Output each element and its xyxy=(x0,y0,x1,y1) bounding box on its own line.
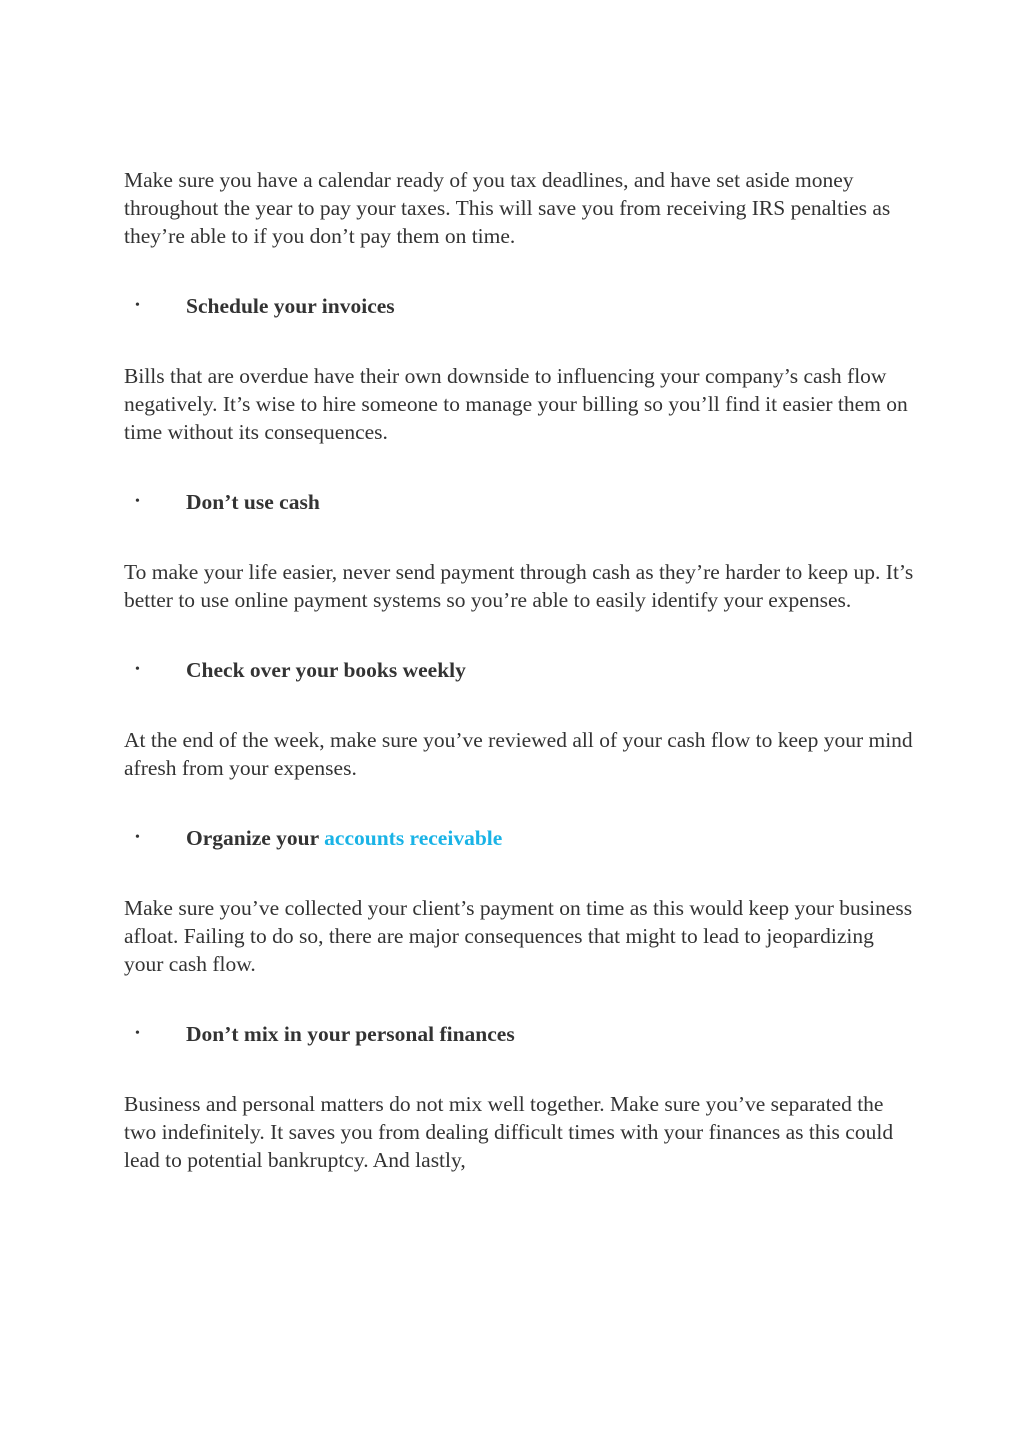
paragraph-personal-finances: Business and personal matters do not mix well together. Make sure you’ve separated the two indefinitely. It saves you from dealing difficult times with your finances as this could lead to potential bankruptcy. And lastly, xyxy=(124,1092,894,1172)
bullet-icon: • xyxy=(135,298,140,313)
document-page xyxy=(124,166,914,1174)
heading-check-books xyxy=(124,656,914,684)
heading-schedule-invoices xyxy=(124,292,914,320)
heading-text: Check over your books weekly xyxy=(186,658,466,682)
heading-dont-use-cash xyxy=(124,488,914,516)
heading-text: Don’t use cash xyxy=(186,490,320,514)
paragraph-schedule-invoices: Bills that are overdue have their own downside to influencing your company’s cash flow negatively. It’s wise to hire someone to manage your billing so you’ll find it easier them on time without its consequences. xyxy=(124,364,908,444)
paragraph-dont-use-cash: To make your life easier, never send payment through cash as they’re harder to keep up. It’s better to use online payment systems so you’re able to easily identify your expenses. xyxy=(124,560,914,612)
bullet-icon: • xyxy=(135,830,140,845)
heading-text: Don’t mix in your personal finances xyxy=(186,1022,515,1046)
heading-text-prefix: Organize your xyxy=(186,826,325,850)
bullet-icon: • xyxy=(135,494,140,509)
intro-paragraph: Make sure you have a calendar ready of you tax deadlines, and have set aside money throughout the year to pay your taxes. This will save you from receiving IRS penalties as they’re able to if you don’t pay them on time. xyxy=(124,168,891,248)
bullet-icon: • xyxy=(135,662,140,677)
heading-text: Schedule your invoices xyxy=(186,294,395,318)
paragraph-organize-accounts: Make sure you’ve collected your client’s payment on time as this would keep your business afloat. Failing to do so, there are major consequences that might to lead to jeopardizing your cash flow. xyxy=(124,896,913,976)
accounts-receivable-link[interactable]: accounts receivable xyxy=(324,826,503,850)
paragraph-check-books: At the end of the week, make sure you’ve reviewed all of your cash flow to keep your mind afresh from your expenses. xyxy=(124,728,913,780)
heading-organize-accounts xyxy=(124,824,914,852)
bullet-icon: • xyxy=(135,1026,140,1041)
heading-personal-finances xyxy=(124,1020,914,1048)
